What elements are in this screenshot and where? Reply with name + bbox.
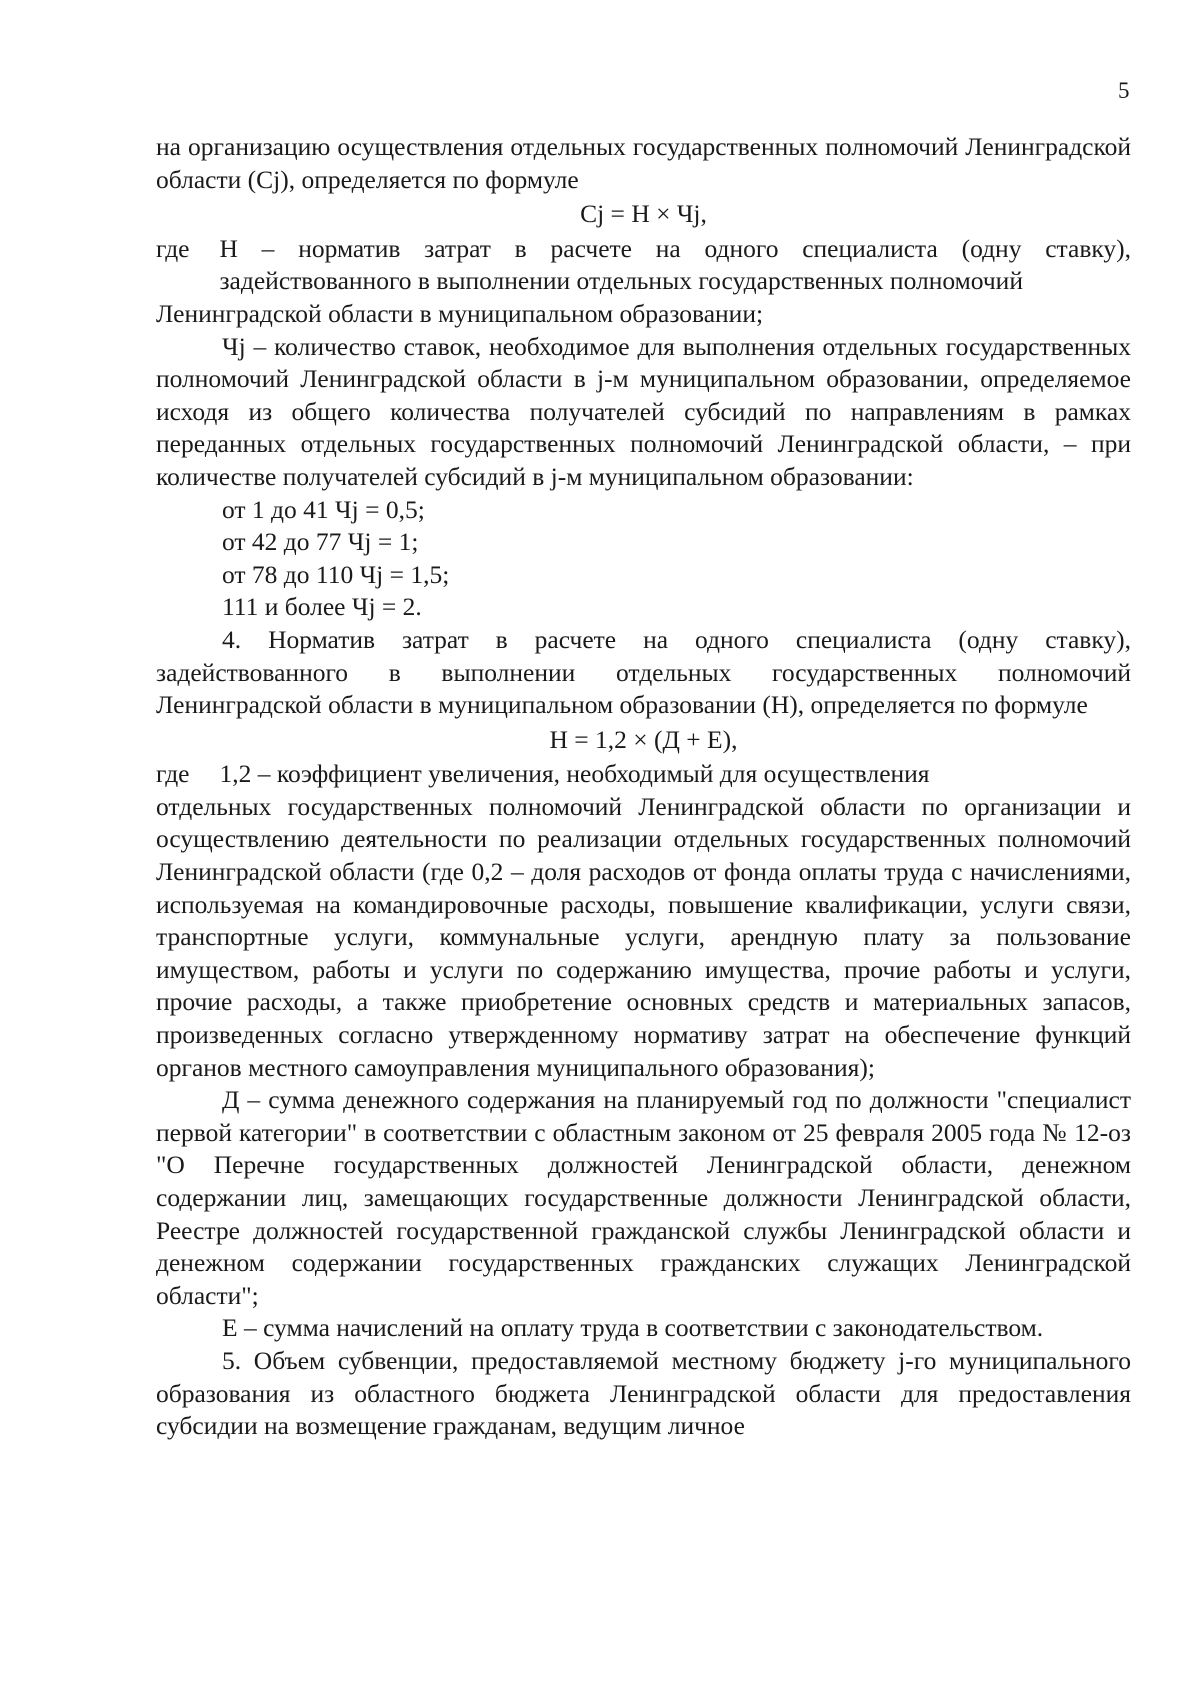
- paragraph-e-definition: Е – сумма начислений на оплату труда в соответствии с законодательством.: [222, 1313, 1044, 1343]
- range-item-3: от 78 до 110 Чj = 1,5;: [222, 559, 450, 589]
- paragraph-chj-definition: Чj – количество ставок, необходимое для выполнения отдельных государственных полномочий Ленинградской области в j-м муниципальном образовании, определяемое исходя из общего количества получателей субсидий по направлениям в рамках переданных отдельных государственных полномочий Ленинградской области, – при количестве получателей субсидий в j-м муниципальном образовании:: [156, 331, 1131, 491]
- paragraph-d-definition: Д – сумма денежного содержания на планируемый год по должности "специалист первой категории" в соответствии с областным законом от 25 февраля 2005 года № 12-оз "О Перечне государственных должностей Ленинградской области, денежном содержании лиц, замещающих государственные должности Ленинградской области, Реестре должностей государственной гражданской службы Ленинградской области и денежном содержании государственных гражданских служащих Ленинградской области";: [156, 1085, 1131, 1310]
- paragraph-5: 5. Объем субвенции, предоставляемой местному бюджету j-го муниципального образования из областного бюджета Ленинградской области для предоставления субсидии на возмещение гражданам, ведущим личное: [156, 1345, 1131, 1441]
- where-coefficient-definition: [156, 758, 1131, 791]
- where-label: где: [156, 759, 190, 789]
- document-body: [156, 131, 1131, 1443]
- where-coefficient-continuation: отдельных государственных полномочий Ленинградской области по организации и осуществлению деятельности по реализации отдельных государственных полномочий Ленинградской области (где 0,2 – доля расходов от фонда оплаты труда с начислениями, используемая на командировочные расходы, повышение квалификации, услуги связи, транспортные услуги, коммунальные услуги, арендную плату за пользование имуществом, работы и услуги по содержанию имущества, прочие работы и услуги, прочие расходы, а также приобретение основных средств и материальных запасов, произведенных согласно утвержденному нормативу затрат на обеспечение функций органов местного самоуправления муниципального образования);: [156, 791, 1131, 1082]
- where-h-continuation: Ленинградской области в муниципальном образовании;: [156, 298, 764, 328]
- range-item-4: 111 и более Чj = 2.: [222, 592, 422, 622]
- range-item-2: от 42 до 77 Чj = 1;: [222, 527, 419, 557]
- range-item-1: от 1 до 41 Чj = 0,5;: [222, 494, 425, 524]
- where-coefficient-text: 1,2 – коэффициент увеличения, необходимый для осуществления: [219, 759, 930, 789]
- paragraph-intro: на организацию осуществления отдельных государственных полномочий Ленинградской области (Cj), определяется по формуле: [156, 132, 1131, 194]
- where-h-text: H – норматив затрат в расчете на одного специалиста (одну ставку), задействованного в выполнении отдельных государственных полномочий: [219, 233, 1131, 296]
- page-number: 5: [1118, 78, 1130, 103]
- formula-h: Н = 1,2 × (Д + Е),: [549, 724, 738, 754]
- where-label: где: [156, 233, 190, 263]
- paragraph-4: 4. Норматив затрат в расчете на одного специалиста (одну ставку), задействованного в выполнении отдельных государственных полномочий Ленинградской области в муниципальном образовании (Н), определяется по формуле: [156, 624, 1131, 720]
- where-h-definition: [156, 233, 1131, 298]
- formula-cj: Cj = H × Чj,: [580, 199, 707, 229]
